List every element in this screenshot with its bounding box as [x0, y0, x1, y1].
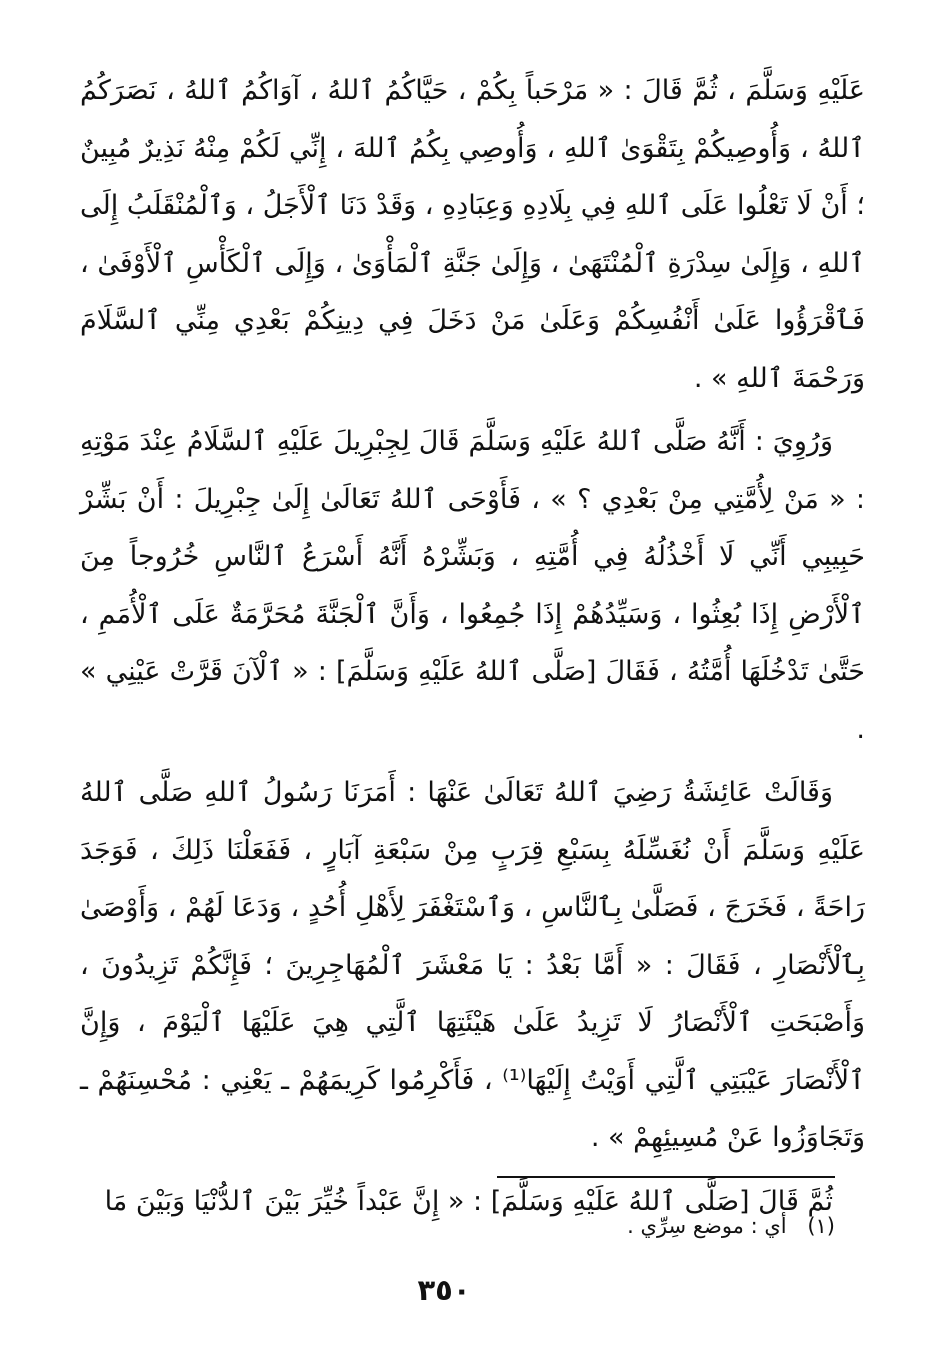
page-number: ٣٥٠ — [417, 1273, 471, 1307]
paragraph-3: وَقَالَتْ عَائِشَةُ رَضِيَ ٱللهُ تَعَالَىٰ عَنْهَا : أَمَرَنَا رَسُولُ ٱللهِ صَلَّى ٱللهُ عَلَيْهِ وَسَلَّمَ أَنْ نُغَسِّلَهُ بِسَبْعِ قِرَبٍ مِنْ سَبْعَةِ آبَارٍ ، فَفَعَلْنَا ذَلِكَ ، فَوَجَدَ رَاحَةً ، فَخَرَجَ ، فَصَلَّىٰ بِٱلنَّاسِ ، وَٱسْتَغْفَرَ لِأَهْلِ أُحُدٍ ، وَدَعَا لَهُمْ ، وَأَوْصَىٰ بِٱلْأَنْصَارِ ، فَقَالَ : « أَمَّا بَعْدُ : يَا مَعْشَرَ ٱلْمُهَاجِرِينَ ؛ فَإِنَّكُمْ تَزِيدُونَ ، وَأَصْبَحَتِ ٱلْأَنْصَارُ لَا تَزِيدُ عَلَىٰ هَيْئَتِهَا ٱلَّتِي هِيَ عَلَيْهَا ٱلْيَوْمَ ، وَإِنَّ ٱلْأَنْصَارَ عَيْبَتِي ٱلَّتِي أَوَيْتُ إِلَيْهَا⁽¹⁾ ، فَأَكْرِمُوا كَرِيمَهُمْ ـ يَعْنِي : مُحْسِنَهُمْ ـ وَتَجَاوَزُوا عَنْ مُسِيئِهِمْ » . — [80, 777, 865, 1153]
footnote — [335, 1211, 835, 1241]
footnote-divider — [497, 1176, 835, 1178]
footnote-text: أي : موضع سِرِّي . — [627, 1214, 787, 1238]
paragraph-2: وَرُوِيَ : أَنَّهُ صَلَّى ٱللهُ عَلَيْهِ وَسَلَّمَ قَالَ لِجِبْرِيلَ عَلَيْهِ ٱلسَّلَامُ عِنْدَ مَوْتِهِ : « مَنْ لِأُمَّتِي مِنْ بَعْدِي ؟ » ، فَأَوْحَى ٱللهُ تَعَالَىٰ إِلَىٰ جِبْرِيلَ : أَنْ بَشِّرْ حَبِيبِي أَنِّي لَا أَخْذُلُهُ فِي أُمَّتِهِ ، وَبَشِّرْهُ أَنَّهُ أَسْرَعُ ٱلنَّاسِ خُرُوجاً مِنَ ٱلْأَرْضِ إِذَا بُعِثُوا ، وَسَيِّدُهُمْ إِذَا جُمِعُوا ، وَأَنَّ ٱلْجَنَّةَ مُحَرَّمَةٌ عَلَى ٱلْأُمَمِ ، حَتَّىٰ تَدْخُلَهَا أُمَّتُهُ ، فَقَالَ [صَلَّى ٱللهُ عَلَيْهِ وَسَلَّمَ] : « ٱلْآنَ قَرَّتْ عَيْنِي » . — [80, 426, 865, 745]
footnote-marker: (١) — [807, 1214, 835, 1238]
paragraph-4: ثُمَّ قَالَ [صَلَّى ٱللهُ عَلَيْهِ وَسَلَّمَ] : « إِنَّ عَبْداً خُيِّرَ بَيْنَ ٱلدُّنْيَا وَبَيْنَ مَا — [104, 1185, 833, 1217]
paragraph-1: عَلَيْهِ وَسَلَّمَ ، ثُمَّ قَالَ : « مَرْحَباً بِكُمْ ، حَيَّاكُمُ ٱللهُ ، آوَاكُمُ ٱللهُ ، نَصَرَكُمُ ٱللهُ ، وَأُوصِيكُمْ بِتَقْوَىٰ ٱللهِ ، وَأُوصِي بِكُمُ ٱللهَ ، إِنِّي لَكُمْ مِنْهُ نَذِيرٌ مُبِينٌ ؛ أَنْ لَا تَعْلُوا عَلَى ٱللهِ فِي بِلَادِهِ وَعِبَادِهِ ، وَقَدْ دَنَا ٱلْأَجَلُ ، وَٱلْمُنْقَلَبُ إِلَى ٱللهِ ، وَإِلَىٰ سِدْرَةِ ٱلْمُنْتَهَىٰ ، وَإِلَىٰ جَنَّةِ ٱلْمَأْوَىٰ ، وَإِلَى ٱلْكَأْسِ ٱلْأَوْفَىٰ ، فَٱقْرَؤُوا عَلَىٰ أَنْفُسِكُمْ وَعَلَىٰ مَنْ دَخَلَ فِي دِينِكُمْ بَعْدِي مِنِّي ٱلسَّلَامَ وَرَحْمَةَ ٱللهِ » . — [80, 75, 865, 394]
main-text — [80, 62, 865, 1236]
